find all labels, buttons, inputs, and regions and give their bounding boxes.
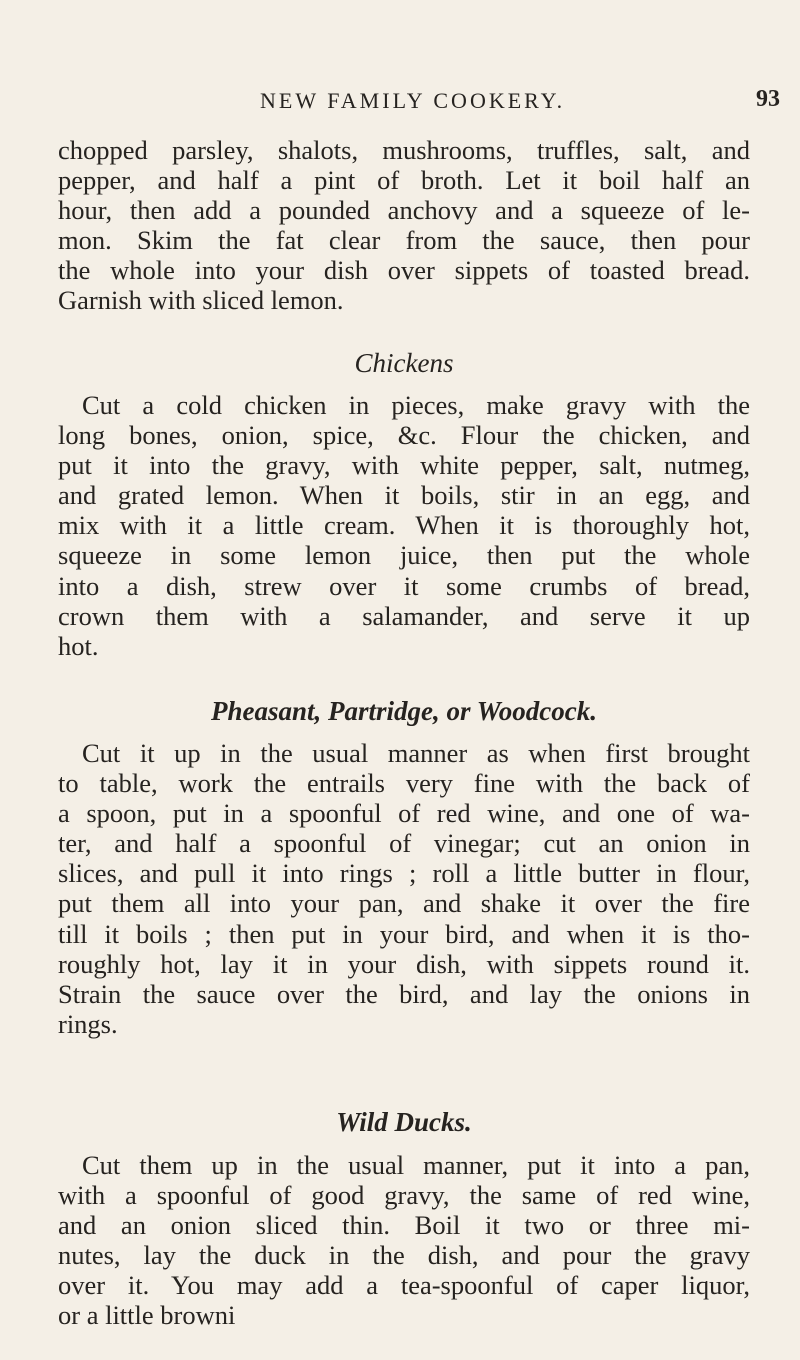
text-line: Cut it up in the usual manner as when first brought <box>82 738 750 768</box>
text-line: Garnish with sliced lemon. <box>58 285 344 316</box>
running-title: NEW FAMILY COOKERY. <box>260 88 566 113</box>
text-line: with a spoonful of good gravy, the same of red wine, <box>58 1180 750 1211</box>
text-line: mon. Skim the fat clear from the sauce, then pour <box>58 225 750 256</box>
section-heading-pheasant: Pheasant, Partridge, or Woodcock. <box>210 696 597 726</box>
text-line: till it boils ; then put in your bird, and when it is tho- <box>58 918 750 949</box>
section-heading-chickens: Chickens <box>354 348 454 378</box>
text-line: a spoon, put in a spoonful of red wine, and one of wa- <box>58 798 750 829</box>
pheasant-paragraph <box>58 738 750 1039</box>
text-line: Cut a cold chicken in pieces, make gravy with the <box>82 390 750 420</box>
page-number: 93 <box>756 86 780 112</box>
chickens-paragraph <box>58 390 750 661</box>
text-line: into a dish, strew over it some crumbs of bread, <box>58 570 750 601</box>
intro-paragraph <box>58 135 750 316</box>
text-line: pepper, and half a pint of broth. Let it boil half an <box>58 165 750 196</box>
text-line: the whole into your dish over sippets of toasted bread. <box>58 255 750 286</box>
text-line: slices, and pull it into rings ; roll a little butter in flour, <box>58 858 750 889</box>
text-line: to table, work the entrails very fine with the back of <box>58 768 750 799</box>
text-line: long bones, onion, spice, &c. Flour the chicken, and <box>58 420 750 451</box>
text-line: nutes, lay the duck in the dish, and pour the gravy <box>58 1240 750 1271</box>
text-line: over it. You may add a tea-spoonful of caper liquor, <box>58 1270 750 1301</box>
ducks-paragraph <box>58 1150 750 1331</box>
text-line: roughly hot, lay it in your dish, with sippets round it. <box>58 948 750 979</box>
text-line: squeeze in some lemon juice, then put the whole <box>58 540 750 571</box>
text-line: put them all into your pan, and shake it over the fire <box>58 888 750 919</box>
text-line: and grated lemon. When it boils, stir in an egg, and <box>58 480 750 511</box>
text-line: or a little browni <box>58 1300 236 1331</box>
text-line: ter, and half a spoonful of vinegar; cut an onion in <box>58 828 750 859</box>
text-line: put it into the gravy, with white pepper, salt, nutmeg, <box>58 450 750 481</box>
text-line: hour, then add a pounded anchovy and a squeeze of le- <box>58 195 750 226</box>
text-line: chopped parsley, shalots, mushrooms, truffles, salt, and <box>58 135 750 165</box>
text-line: rings. <box>58 1008 118 1039</box>
text-line: Cut them up in the usual manner, put it into a pan, <box>82 1150 750 1180</box>
section-heading-wild-ducks: Wild Ducks. <box>336 1107 472 1137</box>
text-line: mix with it a little cream. When it is thoroughly hot, <box>58 510 750 541</box>
text-line: crown them with a salamander, and serve it up <box>58 600 750 631</box>
text-line: Strain the sauce over the bird, and lay the onions in <box>58 978 750 1009</box>
page-header <box>60 88 780 118</box>
text-line: hot. <box>58 630 99 661</box>
text-line: and an onion sliced thin. Boil it two or three mi- <box>58 1210 750 1241</box>
